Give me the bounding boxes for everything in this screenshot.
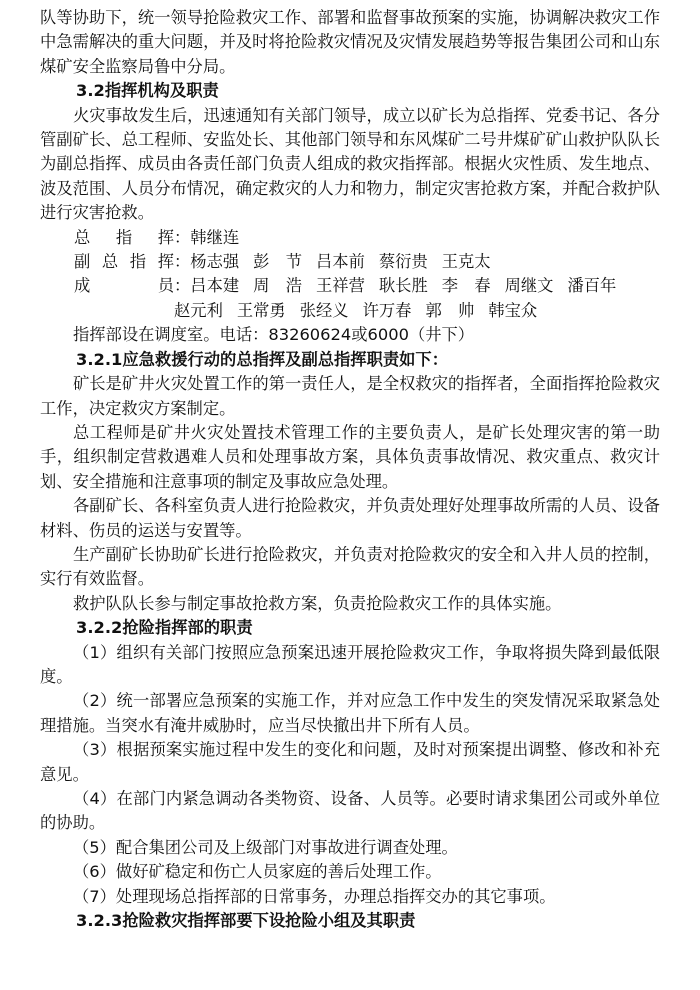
roster-members-row-continued <box>40 299 660 323</box>
roster-name: 杨志强 <box>190 252 240 272</box>
roster-name: 吕本前 <box>316 252 365 272</box>
roster-commander-row <box>40 226 660 250</box>
paragraph-3-2-1: 总工程师是矿井火灾处置技术管理工作的主要负责人，是矿长处理灾害的第一助手，组织制定营救遇难人员和处理事故方案，具体负责事故情况、救灾重点、救灾计划、安全措施和注意事项的制定及事故应急处理。 <box>40 422 660 491</box>
roster-role-members: 成员 <box>74 276 174 296</box>
paragraph-3-2-1: 各副矿长、各科室负责人进行抢险救灾，并负责处理好处理事故所需的人员、设备材料、伤员的运送与安置等。 <box>40 496 660 540</box>
roster-name: 王克太 <box>441 252 491 272</box>
roster-deputy-row <box>40 250 660 274</box>
list-item-3-2-2: （5）配合集团公司及上级部门对事故进行调查处理。 <box>73 837 458 857</box>
roster-name: 王常勇 <box>236 300 286 320</box>
list-item-3-2-2: （6）做好矿稳定和伤亡人员家庭的善后处理工作。 <box>73 862 442 882</box>
roster-name: 韩继连 <box>190 227 240 247</box>
list-item-3-2-2: （3）根据预案实施过程中发生的变化和问题，及时对预案提出调整、修改和补充意见。 <box>40 740 660 784</box>
roster-names <box>190 226 253 250</box>
roster-colon: ： <box>174 252 191 272</box>
roster-name: 韩宝众 <box>488 300 538 320</box>
roster-role-deputy: 副总指挥 <box>74 252 174 272</box>
roster-name: 周 浩 <box>253 276 303 296</box>
roster-names <box>190 274 630 298</box>
list-item-3-2-2: （2）统一部署应急预案的实施工作，并对应急工作中发生的突发情况采取紧急处理措施。当突水有淹井威胁时，应当尽快撤出井下所有人员。 <box>40 691 660 735</box>
roster-role-commander: 总指挥 <box>74 227 174 247</box>
list-item-3-2-2: （4）在部门内紧急调动各类物资、设备、人员等。必要时请求集团公司或外单位的协助。 <box>40 789 660 833</box>
roster-names <box>190 250 504 274</box>
paragraph-continuation: 队等协助下，统一领导抢险救灾工作、部署和监督事故预案的实施，协调解决救灾工作中急需解决的重大问题，并及时将抢险救灾情况及灾情发展趋势等报告集团公司和山东煤矿安全监察局鲁中分局。 <box>40 8 660 76</box>
roster-name: 赵元利 <box>174 300 223 320</box>
heading-3-2-1: 3.2.1应急救援行动的总指挥及副总指挥职责如下： <box>76 349 448 369</box>
roster-name: 王祥营 <box>316 276 365 296</box>
roster-colon: ： <box>174 227 191 247</box>
heading-3-2-3: 3.2.3抢险救灾指挥部要下设抢险小组及其职责 <box>76 911 416 931</box>
roster-name: 李 春 <box>441 276 491 296</box>
command-roster <box>40 226 660 348</box>
roster-name: 吕本建 <box>190 276 240 296</box>
roster-name: 周继文 <box>504 276 554 296</box>
roster-colon: ： <box>174 276 191 296</box>
list-item-3-2-2: （7）处理现场总指挥部的日常事务，办理总指挥交办的其它事项。 <box>73 886 556 906</box>
roster-name: 许万春 <box>362 300 412 320</box>
list-item-3-2-2: （1）组织有关部门按照应急预案迅速开展抢险救灾工作，争取将损失降到最低限度。 <box>40 642 660 686</box>
paragraph-3-2-1: 生产副矿长协助矿长进行抢险救灾，并负责对抢险救灾的安全和入井人员的控制，实行有效监督。 <box>40 544 660 589</box>
command-location-note: 指挥部设在调度室。电话：83260624或6000（井下） <box>73 325 475 345</box>
paragraph-3-2-1: 矿长是矿井火灾处置工作的第一责任人，是全权救灾的指挥者，全面指挥抢险救灾工作，决定救灾方案制定。 <box>40 374 660 418</box>
heading-3-2-2: 3.2.2抢险指挥部的职责 <box>76 618 253 638</box>
roster-name: 潘百年 <box>567 276 617 296</box>
heading-3-2: 3.2指挥机构及职责 <box>76 81 219 101</box>
paragraph-3-2-intro: 火灾事故发生后，迅速通知有关部门领导，成立以矿长为总指挥、党委书记、各分管副矿长、总工程师、安监处长、其他部门领导和东风煤矿二号井煤矿矿山救护队队长为副总指挥、成员由各责任部门负责人组成的救灾指挥部。根据火灾性质、发生地点、波及范围、人员分布情况，确定救灾的人力和物力，制定灾害抢救方案，并配合救护队进行灾害抢救。 <box>40 105 660 223</box>
roster-name: 郭 帅 <box>425 300 475 320</box>
roster-members-row <box>40 274 660 298</box>
roster-name: 蔡衍贵 <box>378 252 428 272</box>
roster-name: 耿长胜 <box>378 276 428 296</box>
roster-name: 张经义 <box>299 300 349 320</box>
paragraph-3-2-1: 救护队队长参与制定事故抢救方案，负责抢险救灾工作的具体实施。 <box>73 593 562 613</box>
roster-name: 彭 节 <box>253 252 303 272</box>
